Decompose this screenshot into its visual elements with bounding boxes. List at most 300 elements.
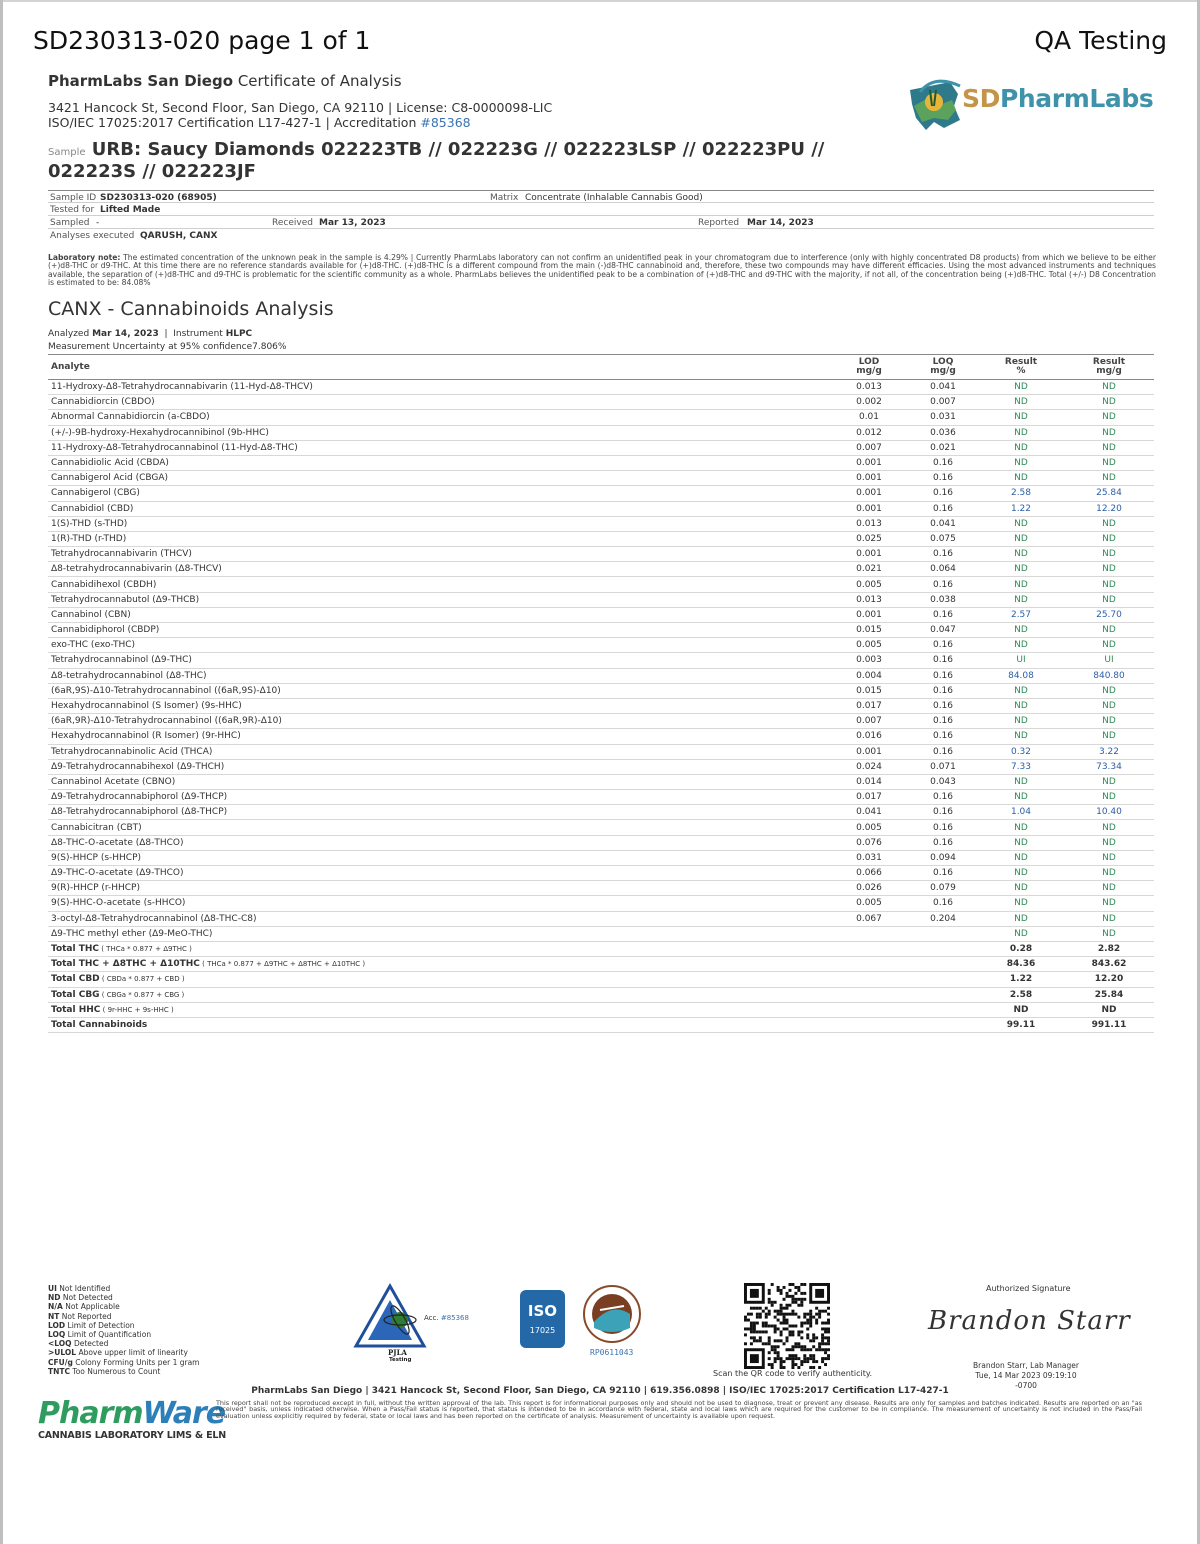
table-row — [48, 455, 1154, 470]
analyte-cell: Δ8-THC-O-acetate (Δ8-THCO) — [48, 835, 830, 850]
loq-cell: 0.094 — [908, 850, 978, 865]
result-percent-cell: 0.32 — [978, 744, 1064, 759]
qr-caption: Scan the QR code to verify authenticity. — [713, 1369, 873, 1378]
lod-cell: 0.015 — [830, 683, 908, 698]
legend-item: N/A Not Applicable — [48, 1302, 120, 1312]
result-mg-cell: ND — [1064, 425, 1154, 440]
total-mg-cell: 843.62 — [1064, 957, 1154, 972]
result-percent-cell: ND — [978, 395, 1064, 410]
loq-cell: 0.043 — [908, 774, 978, 789]
total-label-cell: Total THC ( THCa * 0.877 + Δ9THC ) — [48, 941, 830, 956]
lod-cell — [830, 987, 908, 1002]
result-mg-cell: 840.80 — [1064, 668, 1154, 683]
loq-cell: 0.071 — [908, 759, 978, 774]
total-label-cell: Total THC + Δ8THC + Δ10THC ( THCa * 0.877 + Δ9THC + Δ8THC + Δ10THC ) — [48, 957, 830, 972]
total-percent-cell: 1.22 — [978, 972, 1064, 987]
result-mg-cell: ND — [1064, 547, 1154, 562]
legend-item: CFU/g Colony Forming Units per 1 gram — [48, 1357, 200, 1367]
table-row — [48, 668, 1154, 683]
pjla-accreditation-logo-icon — [350, 1282, 480, 1362]
sample-title — [48, 140, 898, 181]
result-mg-cell: ND — [1064, 683, 1154, 698]
lod-cell: 0.012 — [830, 425, 908, 440]
lod-cell: 0.026 — [830, 881, 908, 896]
received-date: Mar 13, 2023 — [319, 218, 386, 228]
lod-cell: 0.001 — [830, 607, 908, 622]
result-percent-cell: ND — [978, 683, 1064, 698]
analyte-cell: Δ9-Tetrahydrocannabiphorol (Δ9-THCP) — [48, 790, 830, 805]
meta-row-dates: Sampled - Received Mar 13, 2023 Reported Mar 14, 2023 — [48, 216, 1154, 229]
analyte-cell: Cannabidiol (CBD) — [48, 501, 830, 516]
sdpharmlabs-logo-text: SDPharmLabs — [962, 84, 1154, 113]
analyte-cell: Cannabidihexol (CBDH) — [48, 577, 830, 592]
total-row — [48, 941, 1154, 956]
lod-cell: 0.001 — [830, 486, 908, 501]
table-row — [48, 881, 1154, 896]
analyte-cell: Δ9-THC-O-acetate (Δ9-THCO) — [48, 866, 830, 881]
lod-cell: 0.001 — [830, 455, 908, 470]
legend-item: UI Not Identified — [48, 1284, 111, 1293]
loq-cell: 0.075 — [908, 531, 978, 546]
reported-date: Mar 14, 2023 — [747, 218, 814, 228]
result-mg-cell: ND — [1064, 896, 1154, 911]
result-mg-cell: ND — [1064, 835, 1154, 850]
analyte-cell: Cannabinol Acetate (CBNO) — [48, 774, 830, 789]
result-percent-cell: ND — [978, 926, 1064, 941]
analyte-cell: Δ8-Tetrahydrocannabiphorol (Δ8-THCP) — [48, 805, 830, 820]
lod-cell: 0.013 — [830, 380, 908, 395]
lod-cell: 0.015 — [830, 623, 908, 638]
analyte-cell: (+/-)-9B-hydroxy-Hexahydrocannibinol (9b-HHC) — [48, 425, 830, 440]
iso-17025-badge: ISO 17025 — [520, 1290, 565, 1348]
loq-cell: 0.16 — [908, 653, 978, 668]
meta-row-id: Sample ID SD230313-020 (68905) Matrix Concentrate (Inhalable Cannabis Good) — [48, 190, 1154, 203]
loq-cell: 0.16 — [908, 547, 978, 562]
lod-cell: 0.013 — [830, 516, 908, 531]
page-left-border — [0, 0, 3, 1544]
abbreviations-legend — [48, 1284, 199, 1376]
result-percent-cell: ND — [978, 866, 1064, 881]
table-row — [48, 516, 1154, 531]
result-mg-cell: ND — [1064, 698, 1154, 713]
result-percent-cell: ND — [978, 774, 1064, 789]
result-percent-cell: ND — [978, 410, 1064, 425]
legend-item: NT Not Reported — [48, 1311, 112, 1321]
loq-cell: 0.16 — [908, 790, 978, 805]
table-row — [48, 744, 1154, 759]
loq-cell: 0.16 — [908, 744, 978, 759]
table-row — [48, 410, 1154, 425]
coa-label: Certificate of Analysis — [237, 72, 402, 90]
laboratory-note: Laboratory note: The estimated concentration of the unknown peak in the sample is 4.29% | Currently PharmLabs laboratory can not confirm an unidentified peak in your chromatogram due to interference (only with highly concentrated D8 products) from which we believe to be either (+)d8-THC or d9-THC. At this time there are no reference standards available for (+)d8-THC. (+)d8-THC is a different compound from the main (-)d8-THC cannabinoid and, therefore, these two compounds may have different efficacies. Using the most advanced instruments and techniques available, the separation of (+)d8-THC and d9-THC is problematic for the scientific community as a whole. PharmLabs believes the unidentified peak to be a combination of (+)d8-THC and d9-THC with the majority, if not all, of the concentration being (+)d8-THC. Total (+/-) D8 Concentration is estimated to be: 84.08% — [48, 253, 1156, 288]
signer-details: Brandon Starr, Lab Manager Tue, 14 Mar 2023 09:19:10 -0700 — [973, 1361, 1079, 1390]
total-row — [48, 987, 1154, 1002]
loq-cell — [908, 957, 978, 972]
table-row — [48, 562, 1154, 577]
total-mg-cell: 2.82 — [1064, 941, 1154, 956]
lod-cell: 0.025 — [830, 531, 908, 546]
result-mg-cell: ND — [1064, 562, 1154, 577]
table-row — [48, 759, 1154, 774]
result-mg-cell: ND — [1064, 455, 1154, 470]
analyte-cell: Hexahydrocannabinol (S Isomer) (9s-HHC) — [48, 698, 830, 713]
total-percent-cell: 84.36 — [978, 957, 1064, 972]
table-row — [48, 926, 1154, 941]
total-percent-cell: 2.58 — [978, 987, 1064, 1002]
total-mg-cell: ND — [1064, 1002, 1154, 1017]
result-mg-cell: ND — [1064, 638, 1154, 653]
lod-cell: 0.001 — [830, 471, 908, 486]
accreditation-link[interactable]: #85368 — [420, 115, 471, 130]
lod-cell: 0.001 — [830, 547, 908, 562]
loq-cell — [908, 926, 978, 941]
result-mg-cell: ND — [1064, 774, 1154, 789]
table-row — [48, 683, 1154, 698]
total-row — [48, 972, 1154, 987]
analyte-cell: Cannabigerol (CBG) — [48, 486, 830, 501]
analyte-cell: Abnormal Cannabidiorcin (a-CBDO) — [48, 410, 830, 425]
analyte-cell: Cannabigerol Acid (CBGA) — [48, 471, 830, 486]
result-mg-cell: ND — [1064, 850, 1154, 865]
result-percent-cell: ND — [978, 547, 1064, 562]
result-mg-cell: ND — [1064, 911, 1154, 926]
lod-cell: 0.021 — [830, 562, 908, 577]
result-mg-cell: ND — [1064, 790, 1154, 805]
result-mg-cell: ND — [1064, 729, 1154, 744]
meta-row-analyses: Analyses executed QARUSH, CANX — [50, 231, 218, 241]
lod-cell — [830, 941, 908, 956]
analyte-cell: Tetrahydrocannabinolic Acid (THCA) — [48, 744, 830, 759]
analyte-cell: Cannabidiorcin (CBDO) — [48, 395, 830, 410]
loq-cell: 0.16 — [908, 471, 978, 486]
result-percent-cell: ND — [978, 896, 1064, 911]
table-row — [48, 729, 1154, 744]
loq-cell: 0.041 — [908, 380, 978, 395]
table-row — [48, 607, 1154, 622]
loq-cell: 0.16 — [908, 866, 978, 881]
table-row — [48, 440, 1154, 455]
svg-text:Testing: Testing — [389, 1357, 412, 1362]
table-row — [48, 866, 1154, 881]
lod-cell: 0.001 — [830, 501, 908, 516]
lab-name: PharmLabs San Diego — [48, 72, 234, 90]
lod-cell: 0.017 — [830, 790, 908, 805]
result-mg-cell: ND — [1064, 820, 1154, 835]
result-percent-cell: 2.57 — [978, 607, 1064, 622]
loq-cell — [908, 1002, 978, 1017]
lod-cell: 0.005 — [830, 820, 908, 835]
sample-name: URB: Saucy Diamonds 022223TB // 022223G // 022223LSP // 022223PU // 022223S // 022223JF — [48, 139, 825, 182]
table-row — [48, 896, 1154, 911]
analyte-cell: 9(R)-HHCP (r-HHCP) — [48, 881, 830, 896]
loq-cell: 0.047 — [908, 623, 978, 638]
analyte-cell: Tetrahydrocannabutol (Δ9-THCB) — [48, 592, 830, 607]
result-percent-cell: ND — [978, 623, 1064, 638]
result-mg-cell: ND — [1064, 577, 1154, 592]
lod-cell: 0.004 — [830, 668, 908, 683]
total-label-cell: Total CBG ( CBGa * 0.877 + CBG ) — [48, 987, 830, 1002]
total-label-cell: Total CBD ( CBDa * 0.877 + CBD ) — [48, 972, 830, 987]
result-mg-cell: ND — [1064, 623, 1154, 638]
table-row — [48, 395, 1154, 410]
loq-cell: 0.16 — [908, 455, 978, 470]
result-percent-cell: UI — [978, 653, 1064, 668]
table-row — [48, 380, 1154, 395]
sample-label: Sample — [48, 147, 86, 158]
analyte-cell: Δ9-Tetrahydrocannabihexol (Δ9-THCH) — [48, 759, 830, 774]
table-row — [48, 547, 1154, 562]
loq-cell: 0.021 — [908, 440, 978, 455]
table-row — [48, 592, 1154, 607]
result-percent-cell: ND — [978, 440, 1064, 455]
table-row — [48, 714, 1154, 729]
loq-cell — [908, 987, 978, 1002]
analyte-cell: 3-octyl-Δ8-Tetrahydrocannabinol (Δ8-THC-C8) — [48, 911, 830, 926]
result-percent-cell: ND — [978, 835, 1064, 850]
analyte-cell: Hexahydrocannabinol (R Isomer) (9r-HHC) — [48, 729, 830, 744]
analyte-cell: (6aR,9R)-Δ10-Tetrahydrocannabinol ((6aR,9R)-Δ10) — [48, 714, 830, 729]
page-top-border — [0, 0, 1200, 2]
result-mg-cell: 10.40 — [1064, 805, 1154, 820]
loq-cell: 0.031 — [908, 410, 978, 425]
sample-metadata — [48, 190, 1154, 242]
col-result-percent: Result % — [978, 355, 1064, 380]
total-percent-cell: ND — [978, 1002, 1064, 1017]
tested-for-value: Lifted Made — [100, 205, 161, 215]
loq-cell: 0.16 — [908, 638, 978, 653]
result-percent-cell: ND — [978, 729, 1064, 744]
result-mg-cell: 25.84 — [1064, 486, 1154, 501]
table-row — [48, 820, 1154, 835]
lod-cell: 0.024 — [830, 759, 908, 774]
total-row — [48, 1017, 1154, 1032]
loq-cell: 0.16 — [908, 698, 978, 713]
loq-cell: 0.038 — [908, 592, 978, 607]
lod-cell: 0.017 — [830, 698, 908, 713]
loq-cell — [908, 1017, 978, 1032]
analyte-cell: 11-Hydroxy-Δ8-Tetrahydrocannabinol (11-Hyd-Δ8-THC) — [48, 440, 830, 455]
result-percent-cell: 2.58 — [978, 486, 1064, 501]
lod-cell: 0.003 — [830, 653, 908, 668]
analyte-cell: 9(S)-HHC-O-acetate (s-HHCO) — [48, 896, 830, 911]
result-percent-cell: ND — [978, 911, 1064, 926]
col-lod: LOD mg/g — [830, 355, 908, 380]
table-row — [48, 471, 1154, 486]
col-analyte: Analyte — [48, 355, 830, 380]
lod-cell: 0.031 — [830, 850, 908, 865]
result-percent-cell: ND — [978, 698, 1064, 713]
result-percent-cell: ND — [978, 790, 1064, 805]
loq-cell — [908, 972, 978, 987]
analyte-cell: 1(S)-THD (s-THD) — [48, 516, 830, 531]
result-mg-cell: UI — [1064, 653, 1154, 668]
legal-disclaimer: This report shall not be reproduced except in full, without the written approval of the lab. This report is for informational purposes only and should not be used to diagnose, treat or prevent any disease. Results are only for samples and batches indicated. Results are reported on an "as received" basis, unless indicated otherwise. When a Pass/Fail status is reported, that status is intended to be in accordance with federal, state and local laws which are required for the customer to be in compliance. The measurement of uncertainty is not included in the Pass/Fail evaluation unless explicitly required by federal, state or local laws and has been reported on the certificate of analysis. Measurement of uncertainty is available upon request. — [216, 1399, 1142, 1420]
authorized-signature-label: Authorized Signature — [986, 1284, 1071, 1293]
col-result-mg: Result mg/g — [1064, 355, 1154, 380]
analyte-cell: (6aR,9S)-Δ10-Tetrahydrocannabinol ((6aR,9S)-Δ10) — [48, 683, 830, 698]
loq-cell: 0.16 — [908, 486, 978, 501]
lod-cell: 0.001 — [830, 744, 908, 759]
loq-cell: 0.16 — [908, 683, 978, 698]
result-mg-cell: ND — [1064, 410, 1154, 425]
loq-cell: 0.16 — [908, 501, 978, 516]
result-mg-cell: ND — [1064, 881, 1154, 896]
table-row — [48, 911, 1154, 926]
qa-testing-label: QA Testing — [1034, 26, 1167, 55]
result-mg-cell: 25.70 — [1064, 607, 1154, 622]
table-row — [48, 850, 1154, 865]
analyte-cell: Cannabinol (CBN) — [48, 607, 830, 622]
total-row — [48, 1002, 1154, 1017]
analysis-section-title: CANX - Cannabinoids Analysis — [48, 298, 334, 320]
result-percent-cell: ND — [978, 850, 1064, 865]
result-mg-cell: 3.22 — [1064, 744, 1154, 759]
legend-item: <LOQ Detected — [48, 1339, 109, 1349]
table-row — [48, 790, 1154, 805]
analyte-cell: Cannabicitran (CBT) — [48, 820, 830, 835]
result-percent-cell: 1.04 — [978, 805, 1064, 820]
lod-cell: 0.016 — [830, 729, 908, 744]
result-percent-cell: ND — [978, 380, 1064, 395]
total-row — [48, 957, 1154, 972]
lod-cell: 0.013 — [830, 592, 908, 607]
pjla-accreditation-number: Acc. #85368 — [424, 1314, 469, 1322]
analyte-cell: 11-Hydroxy-Δ8-Tetrahydrocannabivarin (11-Hyd-Δ8-THCV) — [48, 380, 830, 395]
lod-cell: 0.007 — [830, 440, 908, 455]
result-mg-cell: ND — [1064, 440, 1154, 455]
table-row — [48, 638, 1154, 653]
footer-address: PharmLabs San Diego | 3421 Hancock St, Second Floor, San Diego, CA 92110 | 619.356.0898 | ISO/IEC 17025:2017 Certification L17-427-1 — [251, 1386, 949, 1396]
sample-id: SD230313-020 (68905) — [100, 193, 217, 203]
loq-cell: 0.16 — [908, 607, 978, 622]
analyte-cell: Tetrahydrocannabinol (Δ9-THC) — [48, 653, 830, 668]
result-mg-cell: ND — [1064, 866, 1154, 881]
result-percent-cell: ND — [978, 820, 1064, 835]
loq-cell: 0.079 — [908, 881, 978, 896]
table-row — [48, 425, 1154, 440]
loq-cell: 0.16 — [908, 896, 978, 911]
total-mg-cell: 12.20 — [1064, 972, 1154, 987]
result-mg-cell: ND — [1064, 714, 1154, 729]
result-mg-cell: ND — [1064, 380, 1154, 395]
result-mg-cell: ND — [1064, 531, 1154, 546]
pharmware-logo: PharmWare CANNABIS LABORATORY LIMS & ELN — [38, 1396, 226, 1441]
loq-cell: 0.16 — [908, 805, 978, 820]
table-row — [48, 653, 1154, 668]
result-percent-cell: ND — [978, 881, 1064, 896]
lod-cell — [830, 957, 908, 972]
analyte-cell: exo-THC (exo-THC) — [48, 638, 830, 653]
result-percent-cell: ND — [978, 471, 1064, 486]
lod-cell: 0.002 — [830, 395, 908, 410]
loq-cell: 0.064 — [908, 562, 978, 577]
total-label-cell: Total HHC ( 9r-HHC + 9s-HHC ) — [48, 1002, 830, 1017]
lod-cell: 0.005 — [830, 896, 908, 911]
lod-cell: 0.066 — [830, 866, 908, 881]
lod-cell: 0.076 — [830, 835, 908, 850]
analyses-value: QARUSH, CANX — [140, 231, 218, 241]
verification-qr-code-icon[interactable] — [744, 1283, 830, 1369]
table-row — [48, 531, 1154, 546]
result-mg-cell: 12.20 — [1064, 501, 1154, 516]
loq-cell — [908, 941, 978, 956]
result-percent-cell: ND — [978, 592, 1064, 607]
result-percent-cell: ND — [978, 531, 1064, 546]
cannabinoids-table — [48, 354, 1154, 1033]
total-percent-cell: 0.28 — [978, 941, 1064, 956]
table-row — [48, 805, 1154, 820]
result-mg-cell: 73.34 — [1064, 759, 1154, 774]
lab-title — [48, 72, 402, 90]
result-mg-cell: ND — [1064, 926, 1154, 941]
result-percent-cell: 1.22 — [978, 501, 1064, 516]
result-percent-cell: ND — [978, 516, 1064, 531]
analyte-cell: Cannabidiolic Acid (CBDA) — [48, 455, 830, 470]
result-mg-cell: ND — [1064, 395, 1154, 410]
analyte-cell: Δ9-THC methyl ether (Δ9-MeO-THC) — [48, 926, 830, 941]
svg-text:PJLA: PJLA — [388, 1348, 407, 1357]
doj-registration-seal-icon — [582, 1284, 642, 1344]
loq-cell: 0.16 — [908, 729, 978, 744]
lod-cell: 0.005 — [830, 638, 908, 653]
analyte-cell: 9(S)-HHCP (s-HHCP) — [48, 850, 830, 865]
table-row — [48, 698, 1154, 713]
legend-item: >ULOL Above upper limit of linearity — [48, 1348, 188, 1358]
document-id: SD230313-020 page 1 of 1 — [33, 26, 371, 55]
loq-cell: 0.16 — [908, 668, 978, 683]
analyte-cell: Δ8-tetrahydrocannabinol (Δ8-THC) — [48, 668, 830, 683]
result-mg-cell: ND — [1064, 516, 1154, 531]
result-percent-cell: ND — [978, 714, 1064, 729]
matrix-value: Concentrate (Inhalable Cannabis Good) — [525, 193, 703, 203]
analyte-cell: 1(R)-THD (r-THD) — [48, 531, 830, 546]
handwritten-signature: Brandon Starr — [928, 1306, 1131, 1336]
col-loq: LOQ mg/g — [908, 355, 978, 380]
lod-cell: 0.007 — [830, 714, 908, 729]
lod-cell — [830, 926, 908, 941]
total-label-cell: Total Cannabinoids — [48, 1017, 830, 1032]
lab-address-block — [48, 100, 552, 130]
result-percent-cell: ND — [978, 455, 1064, 470]
lab-certification: ISO/IEC 17025:2017 Certification L17-427-1 | Accreditation #85368 — [48, 115, 471, 130]
meta-row-tested-for: Tested for Lifted Made — [48, 203, 1154, 216]
analyte-cell: Cannabidiphorol (CBDP) — [48, 623, 830, 638]
legend-item: LOQ Limit of Quantification — [48, 1330, 152, 1340]
total-percent-cell: 99.11 — [978, 1017, 1064, 1032]
result-mg-cell: ND — [1064, 471, 1154, 486]
result-percent-cell: ND — [978, 577, 1064, 592]
lod-cell — [830, 1002, 908, 1017]
loq-cell: 0.007 — [908, 395, 978, 410]
analyte-cell: Tetrahydrocannabivarin (THCV) — [48, 547, 830, 562]
table-row — [48, 486, 1154, 501]
total-mg-cell: 25.84 — [1064, 987, 1154, 1002]
table-row — [48, 501, 1154, 516]
analyte-cell: Δ8-tetrahydrocannabivarin (Δ8-THCV) — [48, 562, 830, 577]
lod-cell: 0.041 — [830, 805, 908, 820]
lod-cell: 0.014 — [830, 774, 908, 789]
legend-item: ND Not Detected — [48, 1293, 113, 1303]
result-percent-cell: ND — [978, 425, 1064, 440]
table-row — [48, 623, 1154, 638]
result-percent-cell: ND — [978, 562, 1064, 577]
registration-number: RP0611043 — [590, 1348, 634, 1357]
result-percent-cell: ND — [978, 638, 1064, 653]
loq-cell: 0.16 — [908, 820, 978, 835]
table-row — [48, 774, 1154, 789]
loq-cell: 0.204 — [908, 911, 978, 926]
legend-item: TNTC Too Numerous to Count — [48, 1366, 161, 1376]
